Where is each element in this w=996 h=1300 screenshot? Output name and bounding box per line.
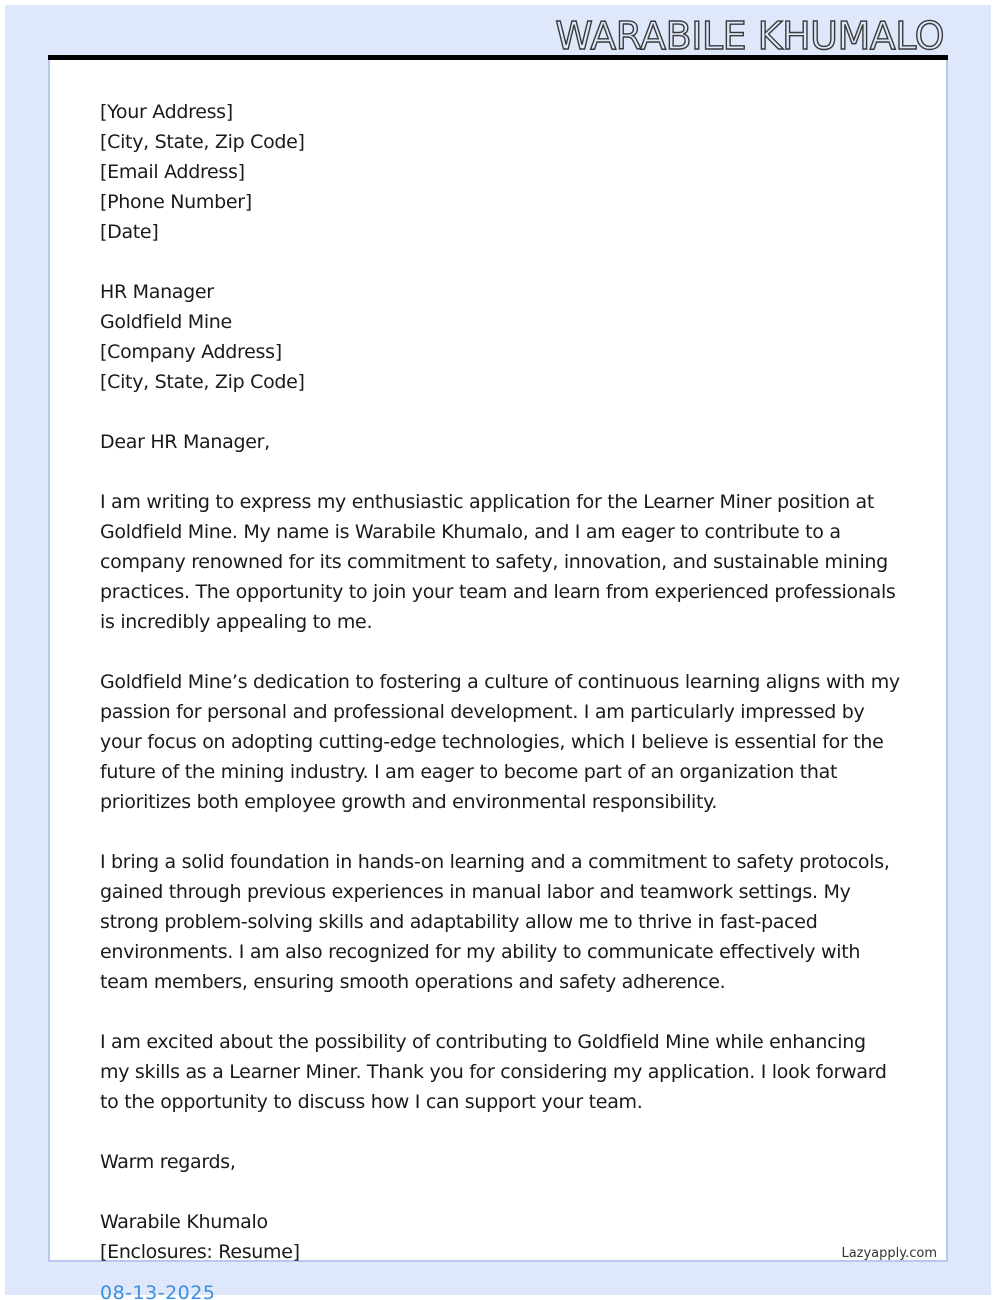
- paragraph-4: [100, 1027, 900, 1117]
- applicant-name-title: WARABILE KHUMALO: [555, 14, 944, 58]
- recipient-address: [Company Address]: [100, 341, 282, 363]
- recipient-city: [City, State, Zip Code]: [100, 371, 305, 393]
- paragraph-2: [100, 667, 900, 817]
- recipient-block: [100, 277, 900, 397]
- signature-name: Warabile Khumalo: [100, 1211, 268, 1233]
- sender-date: [Date]: [100, 221, 159, 243]
- paragraph-text: Goldfield Mine’s dedication to fostering a culture of continuous learning aligns with my passion for personal and professional development. I am particularly impressed by your focus on adopting cutting-edge technologies, which I believe is essential for the future of the mining industry. I am eager to become part of an organization that prioritizes both employee growth and environmental responsibility.: [100, 671, 900, 813]
- recipient-title: HR Manager: [100, 281, 214, 303]
- footer-date: 08-13-2025: [100, 1282, 216, 1300]
- sender-email: [Email Address]: [100, 161, 245, 183]
- paragraph-text: I am excited about the possibility of contributing to Goldfield Mine while enhancing my skills as a Learner Miner. Thank you for considering my application. I look forward to the opportunity to discuss how I can support your team.: [100, 1031, 887, 1113]
- paragraph-1: [100, 487, 900, 637]
- sender-phone: [Phone Number]: [100, 191, 252, 213]
- paragraph-text: I bring a solid foundation in hands-on learning and a commitment to safety protocols, gained through previous experiences in manual labor and teamwork settings. My strong problem-solving skills and adaptability allow me to thrive in fast-paced environments. I am also recognized for my ability to communicate effectively with team members, ensuring smooth operations and safety adherence.: [100, 851, 890, 993]
- footer-site-link[interactable]: Lazyapply.com: [841, 1246, 937, 1261]
- signature-block: [100, 1207, 900, 1267]
- letter-body: [100, 97, 900, 1267]
- salutation-text: Dear HR Manager,: [100, 431, 270, 453]
- sender-city: [City, State, Zip Code]: [100, 131, 305, 153]
- closing-block: [100, 1147, 900, 1177]
- recipient-company: Goldfield Mine: [100, 311, 232, 333]
- closing-text: Warm regards,: [100, 1151, 236, 1173]
- sender-block: [100, 97, 900, 247]
- salutation: [100, 427, 900, 457]
- enclosures-line: [Enclosures: Resume]: [100, 1241, 300, 1263]
- sender-address: [Your Address]: [100, 101, 233, 123]
- paragraph-text: I am writing to express my enthusiastic application for the Learner Miner position at Goldfield Mine. My name is Warabile Khumalo, and I am eager to contribute to a company renowned for its commitment to safety, innovation, and sustainable mining practices. The opportunity to join your team and learn from experienced professionals is incredibly appealing to me.: [100, 491, 896, 633]
- paragraph-3: [100, 847, 900, 997]
